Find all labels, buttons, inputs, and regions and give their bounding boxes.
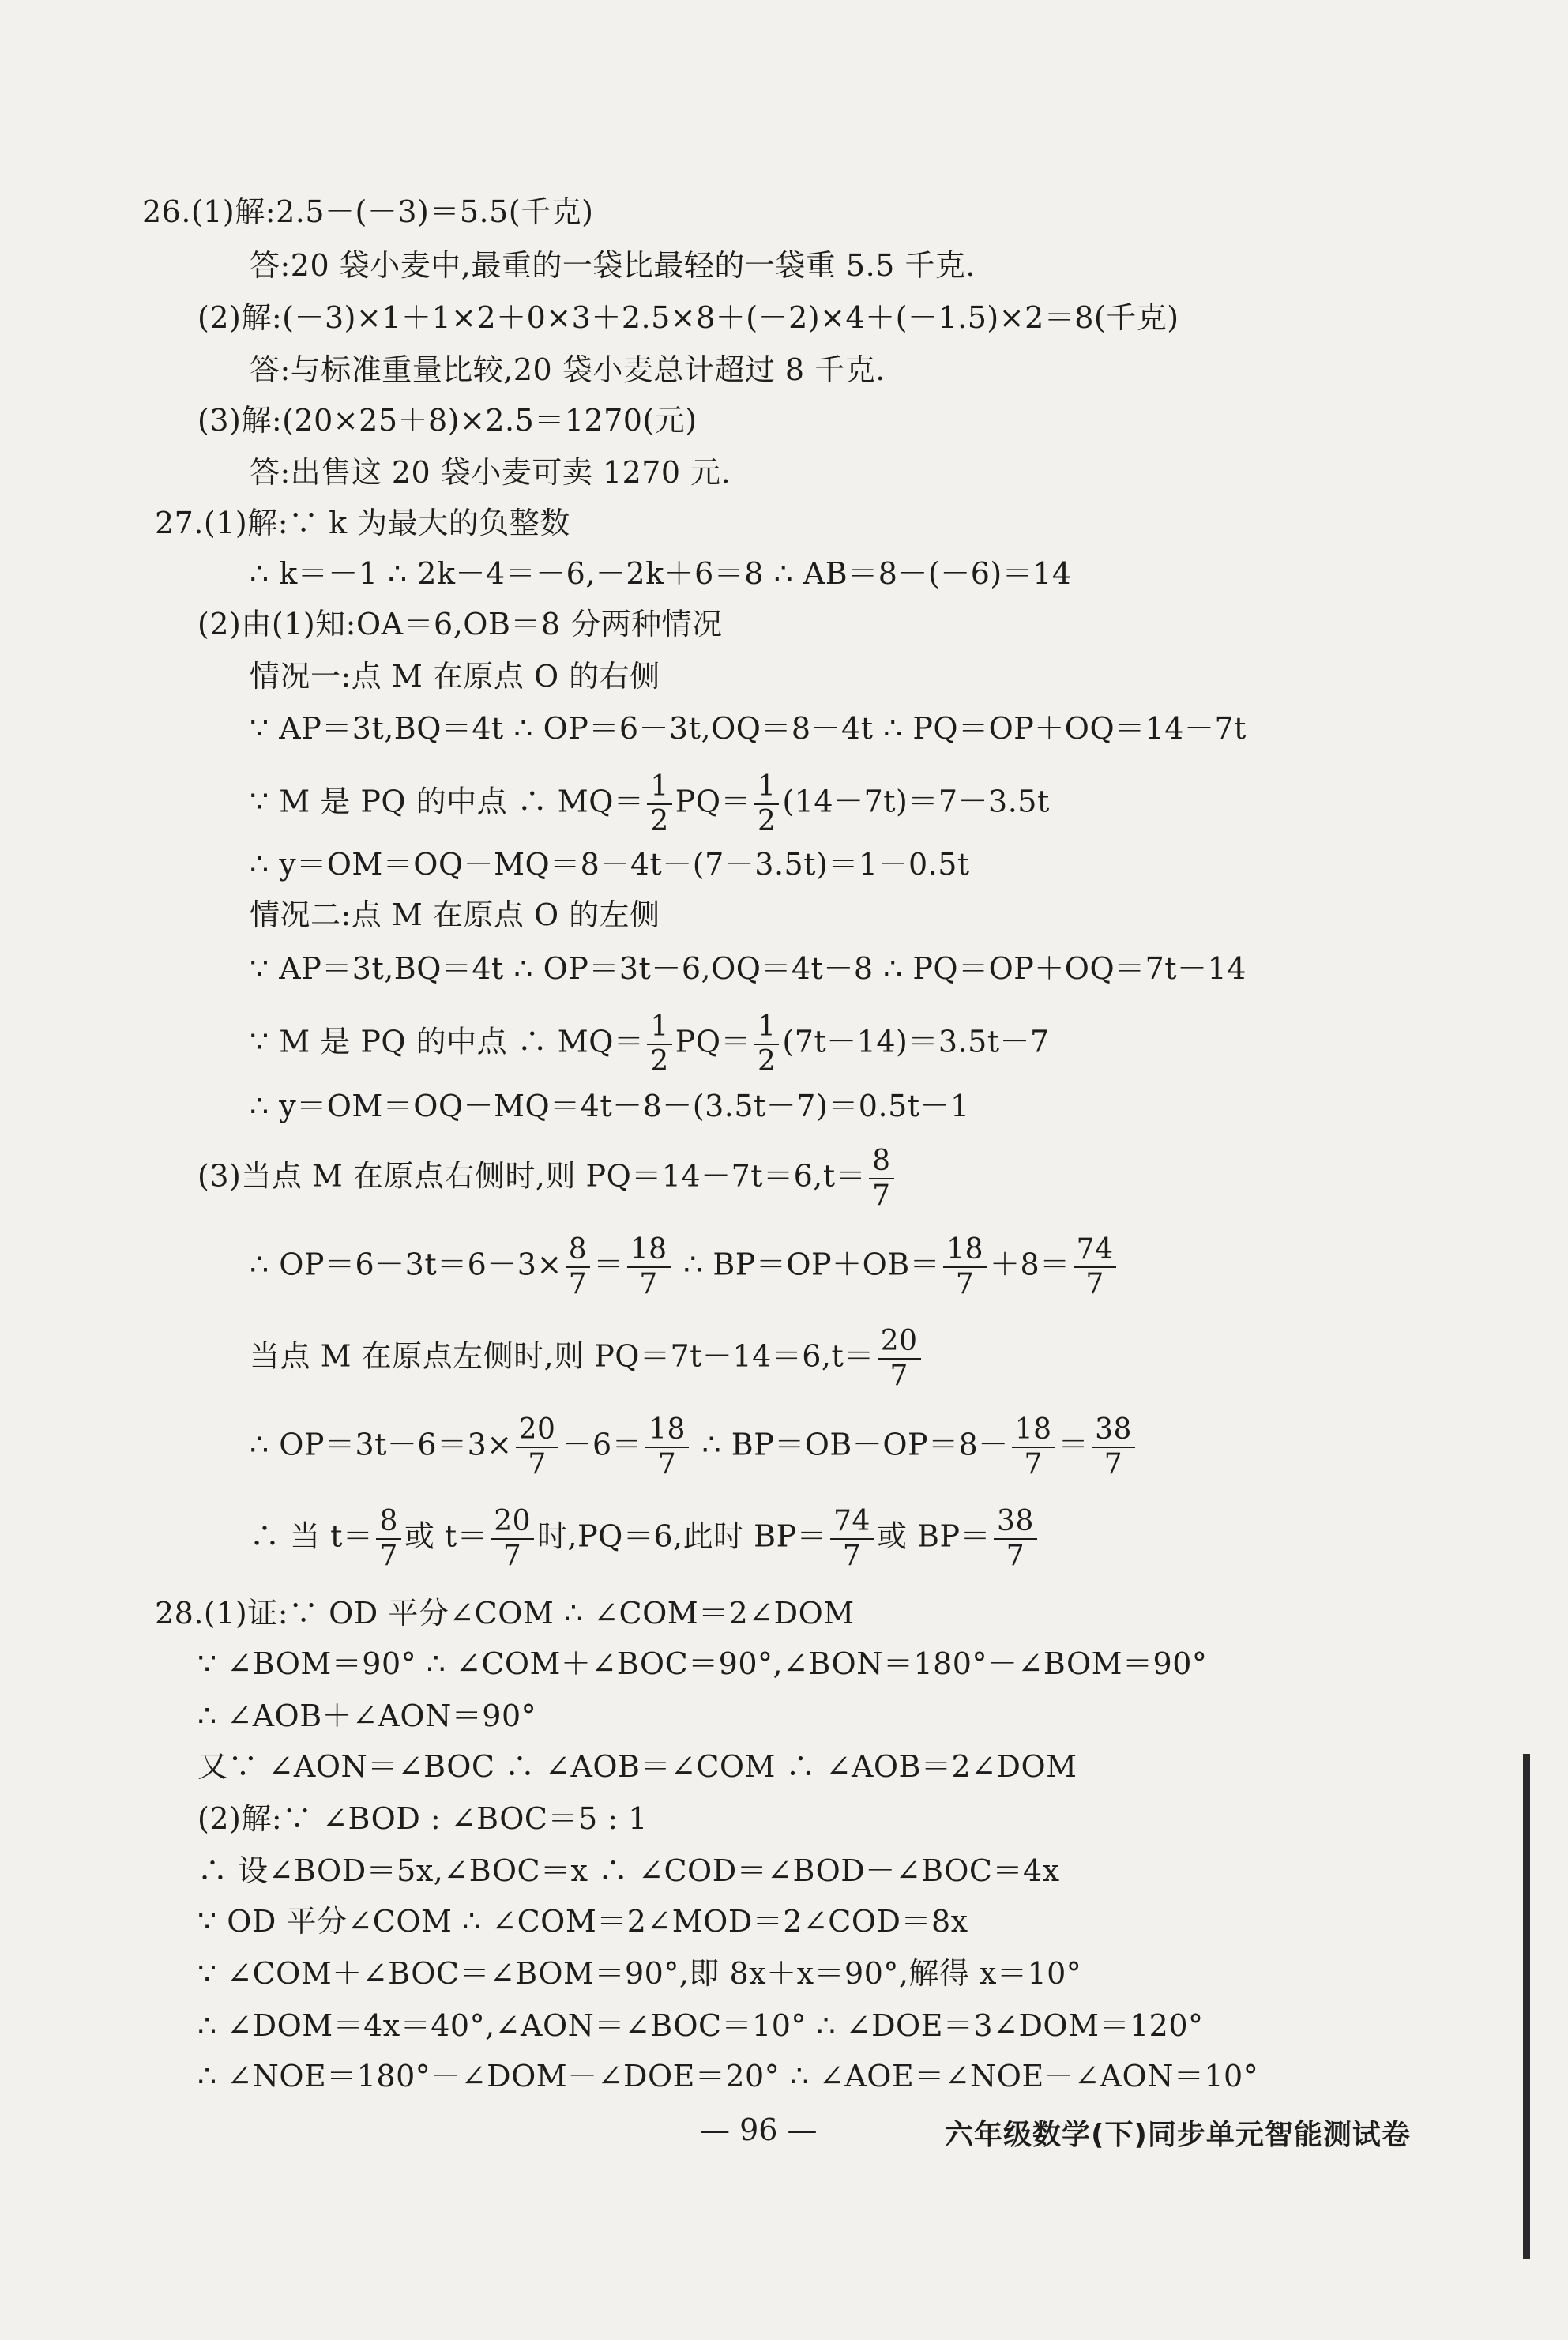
numerator: 1	[754, 1013, 779, 1045]
fraction	[878, 1327, 921, 1390]
q27-line: ∴ k＝－1 ∴ 2k－4＝－6,－2k＋6＝8 ∴ AB＝8－(－6)＝14	[250, 556, 1072, 591]
numerator: 18	[645, 1416, 689, 1448]
numerator: 18	[943, 1236, 987, 1268]
q27-case1-title: 情况一:点 M 在原点 O 的右侧	[250, 659, 660, 694]
fraction	[566, 1233, 590, 1300]
denominator: 7	[1024, 1448, 1043, 1480]
denominator: 7	[657, 1448, 677, 1480]
q27-part3-line4	[250, 1413, 1138, 1480]
denominator: 7	[528, 1448, 547, 1480]
text: －6＝	[562, 1427, 643, 1462]
numerator: 38	[1092, 1416, 1135, 1448]
q27-case2-line1: ∵ AP＝3t,BQ＝4t ∴ OP＝3t－6,OQ＝4t－8 ∴ PQ＝OP＋OQ＝7t－14	[250, 951, 1247, 986]
text: ∵ M 是 PQ 的中点 ∴ MQ＝	[250, 784, 645, 819]
denominator: 2	[758, 1045, 776, 1078]
q27-part3-line2	[250, 1233, 1119, 1300]
denominator: 7	[1006, 1540, 1025, 1572]
text: (14－7t)＝7－3.5t	[782, 784, 1050, 819]
fraction	[1092, 1413, 1135, 1480]
denominator: 7	[639, 1268, 658, 1300]
q26-answer1: 答:20 袋小麦中,最重的一袋比最轻的一袋重 5.5 千克.	[250, 248, 976, 283]
denominator: 7	[955, 1268, 975, 1300]
q28-line7: ∵ OD 平分∠COM ∴ ∠COM＝2∠MOD＝2∠COD＝8x	[197, 1904, 968, 1939]
q28-line3: ∴ ∠AOB＋∠AON＝90°	[197, 1699, 537, 1733]
fraction	[994, 1507, 1037, 1571]
denominator: 7	[842, 1540, 862, 1572]
fraction	[943, 1233, 987, 1300]
numerator: 1	[754, 773, 779, 805]
fraction	[627, 1233, 671, 1300]
q27-part3-line3	[250, 1327, 924, 1390]
fraction	[516, 1413, 559, 1480]
numerator: 20	[491, 1507, 534, 1540]
text: ∴ OP＝3t－6＝3×	[250, 1427, 513, 1462]
numerator: 20	[516, 1416, 559, 1448]
text: (7t－14)＝3.5t－7	[782, 1024, 1050, 1059]
denominator: 2	[650, 805, 669, 837]
denominator: 7	[379, 1540, 398, 1572]
q26-part3: (3)解:(20×25＋8)×2.5＝1270(元)	[197, 403, 698, 438]
fraction	[647, 770, 671, 837]
fraction	[1074, 1233, 1117, 1300]
denominator: 7	[1085, 1268, 1104, 1300]
text: ∴ BP＝OB－OP＝8－	[691, 1427, 1009, 1462]
text: ＋8＝	[989, 1247, 1070, 1282]
denominator: 7	[872, 1179, 891, 1212]
numerator: 8	[869, 1147, 893, 1179]
q28-line10: ∴ ∠NOE＝180°－∠DOM－∠DOE＝20° ∴ ∠AOE＝∠NOE－∠AON＝10°	[197, 2059, 1259, 2094]
numerator: 18	[1012, 1416, 1055, 1448]
q27-part3-line1	[197, 1147, 897, 1210]
text: ＝	[593, 1247, 624, 1282]
q26-part2: (2)解:(－3)×1＋1×2＋0×3＋2.5×8＋(－2)×4＋(－1.5)×2＝8(千克)	[197, 300, 1179, 335]
text: 或 BP＝	[876, 1518, 991, 1554]
denominator: 7	[889, 1360, 908, 1392]
q28-line4: 又∵ ∠AON＝∠BOC ∴ ∠AOB＝∠COM ∴ ∠AOB＝2∠DOM	[197, 1749, 1077, 1784]
text: (3)当点 M 在原点右侧时,则 PQ＝14－7t＝6,t＝	[197, 1158, 867, 1194]
fraction	[647, 1010, 671, 1078]
book-title: 六年级数学(下)同步单元智能测试卷	[945, 2119, 1411, 2151]
fraction	[491, 1507, 534, 1571]
numerator: 18	[627, 1236, 671, 1268]
numerator: 8	[566, 1236, 590, 1268]
q27-case2-title: 情况二:点 M 在原点 O 的左侧	[250, 897, 660, 932]
q26-answer2: 答:与标准重量比较,20 袋小麦总计超过 8 千克.	[250, 352, 886, 387]
numerator: 74	[1074, 1236, 1117, 1268]
fraction	[830, 1507, 874, 1571]
q26-answer3: 答:出售这 20 袋小麦可卖 1270 元.	[250, 455, 731, 490]
numerator: 8	[376, 1507, 400, 1540]
denominator: 2	[650, 1045, 669, 1078]
q27-case1-line3: ∴ y＝OM＝OQ－MQ＝8－4t－(7－3.5t)＝1－0.5t	[250, 847, 970, 882]
q26-part1: 26.(1)解:2.5－(－3)＝5.5(千克)	[142, 194, 594, 229]
denominator: 2	[758, 805, 776, 837]
q28-line8: ∵ ∠COM＋∠BOC＝∠BOM＝90°,即 8x＋x＝90°,解得 x＝10°	[197, 1956, 1082, 1991]
text: 或 t＝	[404, 1518, 488, 1554]
q28-line9: ∴ ∠DOM＝4x＝40°,∠AON＝∠BOC＝10° ∴ ∠DOE＝3∠DOM＝120°	[197, 2008, 1204, 2043]
fraction	[754, 770, 779, 837]
page-number: — 96 —	[700, 2112, 818, 2147]
text: ∴ 当 t＝	[250, 1518, 374, 1554]
numerator: 1	[647, 1013, 671, 1045]
text: ∵ M 是 PQ 的中点 ∴ MQ＝	[250, 1024, 645, 1059]
fraction	[754, 1010, 779, 1078]
q27-case1-line2	[250, 770, 1050, 837]
text: 当点 M 在原点左侧时,则 PQ＝7t－14＝6,t＝	[250, 1338, 874, 1374]
page-edge-shadow	[1523, 1754, 1530, 2259]
text: ∴ BP＝OP＋OB＝	[673, 1247, 941, 1282]
numerator: 20	[878, 1327, 921, 1360]
q28-part1: 28.(1)证:∵ OD 平分∠COM ∴ ∠COM＝2∠DOM	[155, 1596, 855, 1631]
q27-part3-conclusion	[250, 1507, 1040, 1571]
q27-case2-line2	[250, 1010, 1050, 1078]
numerator: 74	[830, 1507, 874, 1540]
q27-case2-line3: ∴ y＝OM＝OQ－MQ＝4t－8－(3.5t－7)＝0.5t－1	[250, 1089, 970, 1123]
denominator: 7	[568, 1268, 588, 1300]
denominator: 7	[502, 1540, 522, 1572]
q28-line6: ∴ 设∠BOD＝5x,∠BOC＝x ∴ ∠COD＝∠BOD－∠BOC＝4x	[197, 1853, 1060, 1888]
text: ＝	[1058, 1427, 1089, 1462]
text: ∴ OP＝6－3t＝6－3×	[250, 1247, 562, 1282]
q28-part2: (2)解:∵ ∠BOD : ∠BOC＝5 : 1	[197, 1801, 648, 1836]
text: PQ＝	[675, 784, 751, 819]
q28-line2: ∵ ∠BOM＝90° ∴ ∠COM＋∠BOC＝90°,∠BON＝180°－∠BOM＝90°	[197, 1646, 1208, 1681]
fraction	[1012, 1413, 1055, 1480]
fraction	[869, 1147, 893, 1210]
text: 时,PQ＝6,此时 BP＝	[537, 1518, 828, 1554]
fraction	[645, 1413, 689, 1480]
numerator: 1	[647, 773, 671, 805]
numerator: 38	[994, 1507, 1037, 1540]
q27-part2: (2)由(1)知:OA＝6,OB＝8 分两种情况	[197, 607, 723, 641]
text: PQ＝	[675, 1024, 751, 1059]
q27-part1: 27.(1)解:∵ k 为最大的负整数	[155, 506, 570, 540]
denominator: 7	[1104, 1448, 1123, 1480]
q27-case1-line1: ∵ AP＝3t,BQ＝4t ∴ OP＝6－3t,OQ＝8－4t ∴ PQ＝OP＋OQ＝14－7t	[250, 711, 1247, 746]
fraction	[376, 1507, 400, 1571]
